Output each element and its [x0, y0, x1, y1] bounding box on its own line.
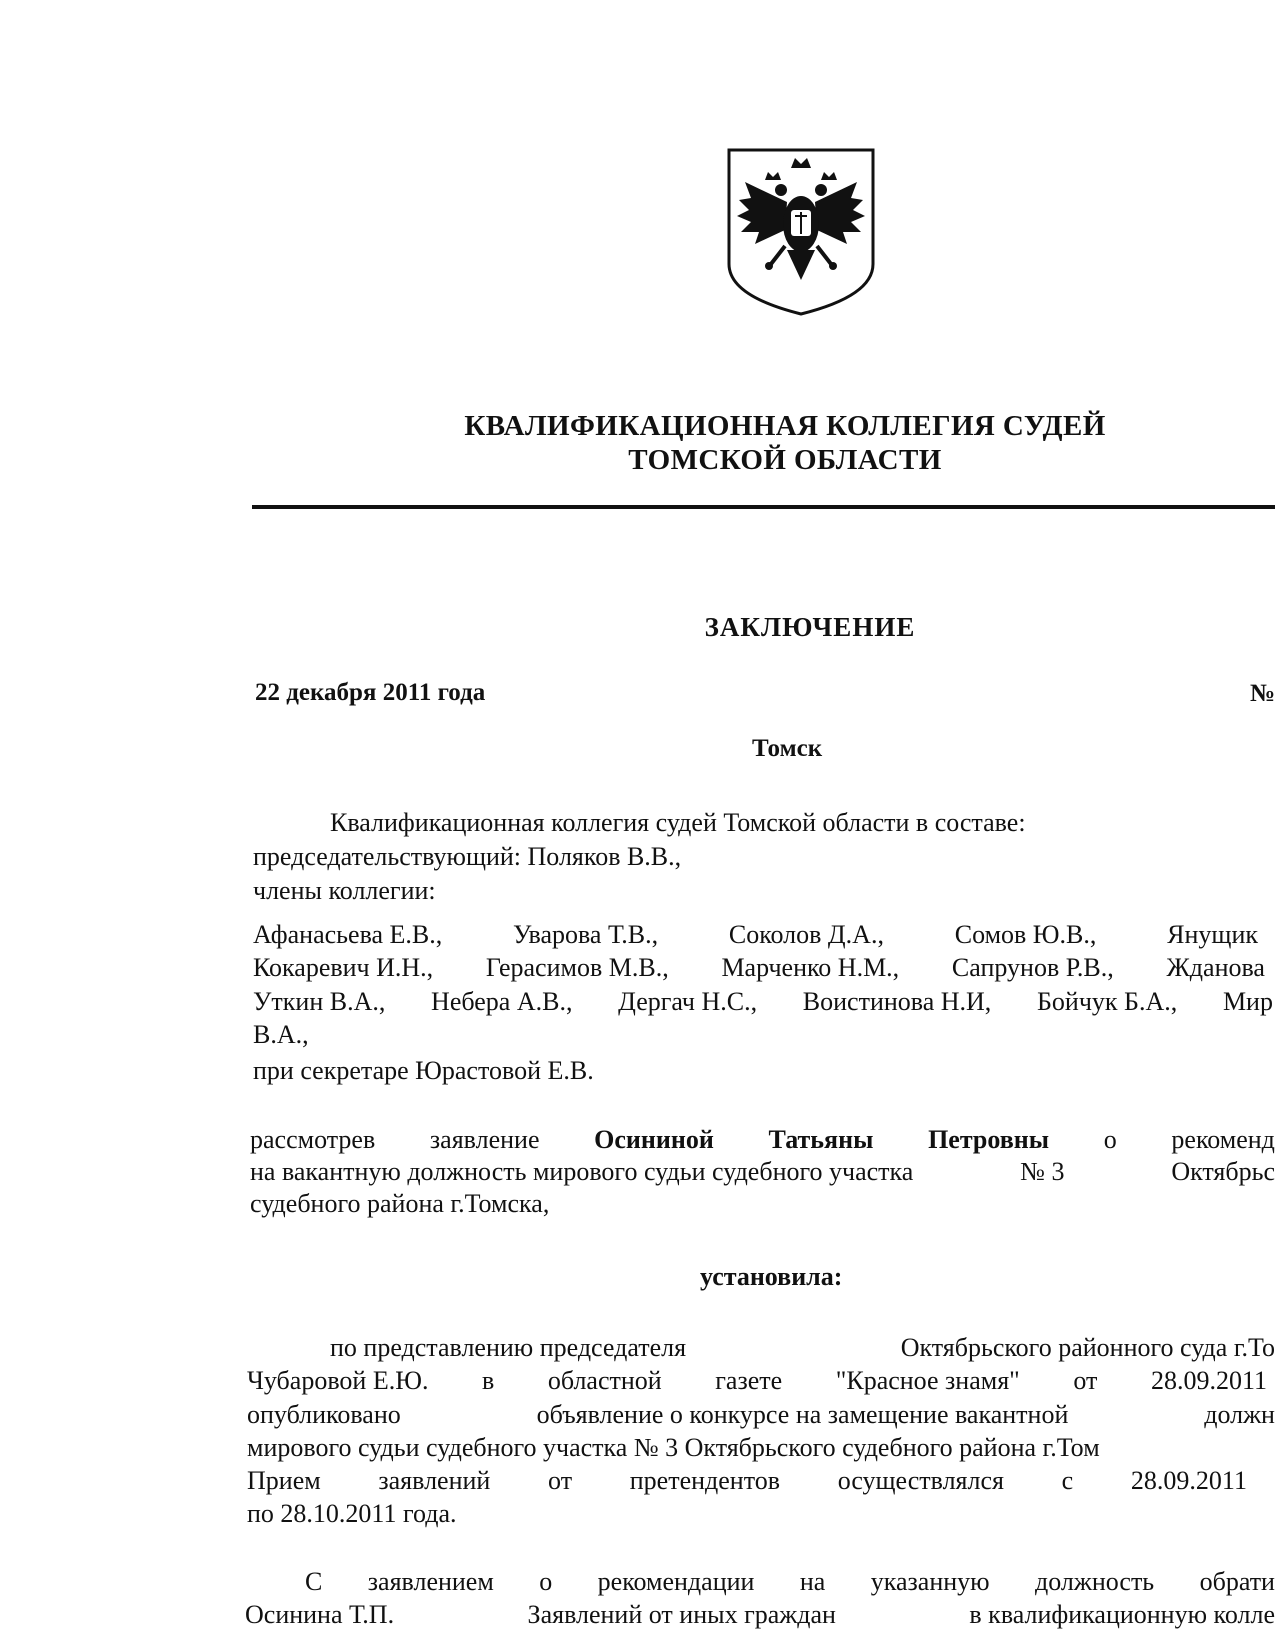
- members-row-tail: В.А.,: [253, 1020, 309, 1049]
- text-fragment: областной: [547, 1366, 662, 1395]
- date-value: 28.09.2011: [1150, 1366, 1267, 1395]
- text-fragment: Октябрьского районного суда г.То: [900, 1333, 1275, 1362]
- applicant-patronymic: Петровны: [928, 1125, 1050, 1154]
- text-fragment: осуществлялся: [837, 1466, 1004, 1495]
- member-name: Уварова Т.В.,: [513, 920, 659, 949]
- member-name: Уткин В.А.,: [253, 987, 386, 1016]
- paragraph-line: [245, 1600, 1275, 1630]
- text-word: обрати: [1199, 1567, 1275, 1596]
- member-name: Сапрунов Р.В.,: [951, 953, 1114, 982]
- applicant-surname: Осининой: [594, 1125, 714, 1154]
- member-name: Небера А.В.,: [431, 987, 573, 1016]
- member-name: Жданова: [1166, 953, 1265, 982]
- document-title: ЗАКЛЮЧЕНИЕ: [704, 612, 916, 642]
- member-name: Соколов Д.А.,: [728, 920, 884, 949]
- text-fragment: объявление о конкурсе на замещение вакантной: [536, 1400, 1069, 1429]
- text-fragment: по представлению председателя: [330, 1333, 687, 1362]
- text-word: С: [305, 1567, 323, 1596]
- text-fragment: Осинина Т.П.: [245, 1600, 395, 1629]
- paragraph-line: [247, 1466, 1247, 1496]
- text-fragment: от: [1073, 1366, 1098, 1395]
- paragraph-line: мирового судьи судебного участка № 3 Октябрьского судебного района г.Том: [247, 1433, 1100, 1462]
- members-label: члены коллегии:: [253, 876, 436, 905]
- document-date: 22 декабря 2011 года: [255, 679, 486, 706]
- member-name: Дергач Н.С.,: [618, 987, 758, 1016]
- text-fragment: в квалификационную колле: [969, 1600, 1275, 1629]
- org-name-line2: ТОМСКОЙ ОБЛАСТИ: [628, 444, 942, 476]
- text-word: о: [1103, 1125, 1117, 1154]
- secretary-line: при секретаре Юрастовой Е.В.: [253, 1056, 594, 1085]
- date-value: 28.09.2011: [1130, 1466, 1247, 1495]
- text-word: должность: [1035, 1567, 1155, 1596]
- member-name: Афанасьева Е.В.,: [253, 920, 443, 949]
- member-name: Мир: [1222, 987, 1273, 1016]
- text-word: рекоменд: [1171, 1125, 1275, 1154]
- members-row: [253, 987, 1273, 1017]
- document-city: Томск: [752, 735, 823, 762]
- text-fragment: опубликовано: [247, 1400, 401, 1429]
- paragraph-line: [305, 1567, 1275, 1597]
- newspaper-name: "Красное знамя": [835, 1366, 1020, 1395]
- document-number: №: [1250, 680, 1275, 707]
- text-fragment: претендентов: [629, 1466, 780, 1495]
- text-word: указанную: [870, 1567, 990, 1596]
- members-row: [253, 920, 1258, 950]
- text-fragment: Прием: [247, 1466, 321, 1495]
- text-fragment: в: [482, 1366, 495, 1395]
- coat-of-arms-emblem: [725, 146, 877, 318]
- member-name: Кокаревич И.Н.,: [253, 953, 434, 982]
- member-name: Марченко Н.М.,: [721, 953, 900, 982]
- text-word: заявлением: [367, 1567, 494, 1596]
- text-fragment: Октябрьс: [1171, 1157, 1275, 1186]
- text-fragment: газете: [715, 1366, 783, 1395]
- text-word: о: [539, 1567, 553, 1596]
- text-word: заявление: [429, 1125, 540, 1154]
- member-name: Воистинова Н.И,: [802, 987, 992, 1016]
- header-divider: [252, 505, 1275, 509]
- section-heading: установила:: [700, 1262, 843, 1291]
- composition-intro: Квалификационная коллегия судей Томской области в составе:: [330, 808, 1026, 837]
- text-word: рассмотрев: [250, 1125, 376, 1154]
- member-name: Герасимов М.В.,: [485, 953, 669, 982]
- text-fragment: на вакантную должность мирового судьи судебного участка: [250, 1157, 914, 1186]
- consideration-line: [250, 1125, 1275, 1155]
- member-name: Янущик: [1167, 920, 1258, 949]
- text-fragment: заявлений: [378, 1466, 491, 1495]
- paragraph-line: [247, 1366, 1267, 1396]
- text-word: на: [799, 1567, 826, 1596]
- paragraph-line: по 28.10.2011 года.: [247, 1499, 457, 1528]
- org-name-line1: КВАЛИФИКАЦИОННАЯ КОЛЛЕГИЯ СУДЕЙ: [464, 410, 1106, 442]
- paragraph-line: [330, 1333, 1275, 1363]
- text-fragment: с: [1061, 1466, 1074, 1495]
- member-name: Сомов Ю.В.,: [954, 920, 1097, 949]
- text-fragment: Заявлений от иных граждан: [527, 1600, 836, 1629]
- consideration-line: [250, 1157, 1275, 1187]
- applicant-name: Татьяны: [768, 1125, 874, 1154]
- chair-line: председательствующий: Поляков В.В.,: [253, 842, 682, 871]
- members-row: [253, 953, 1265, 983]
- paragraph-line: [247, 1400, 1275, 1430]
- text-fragment: Чубаровой Е.Ю.: [247, 1366, 429, 1395]
- text-word: рекомендации: [597, 1567, 755, 1596]
- text-fragment: должн: [1204, 1400, 1275, 1429]
- member-name: Бойчук Б.А.,: [1036, 987, 1178, 1016]
- text-fragment: № 3: [1020, 1157, 1065, 1186]
- text-fragment: от: [548, 1466, 573, 1495]
- consideration-line: судебного района г.Томска,: [250, 1189, 550, 1218]
